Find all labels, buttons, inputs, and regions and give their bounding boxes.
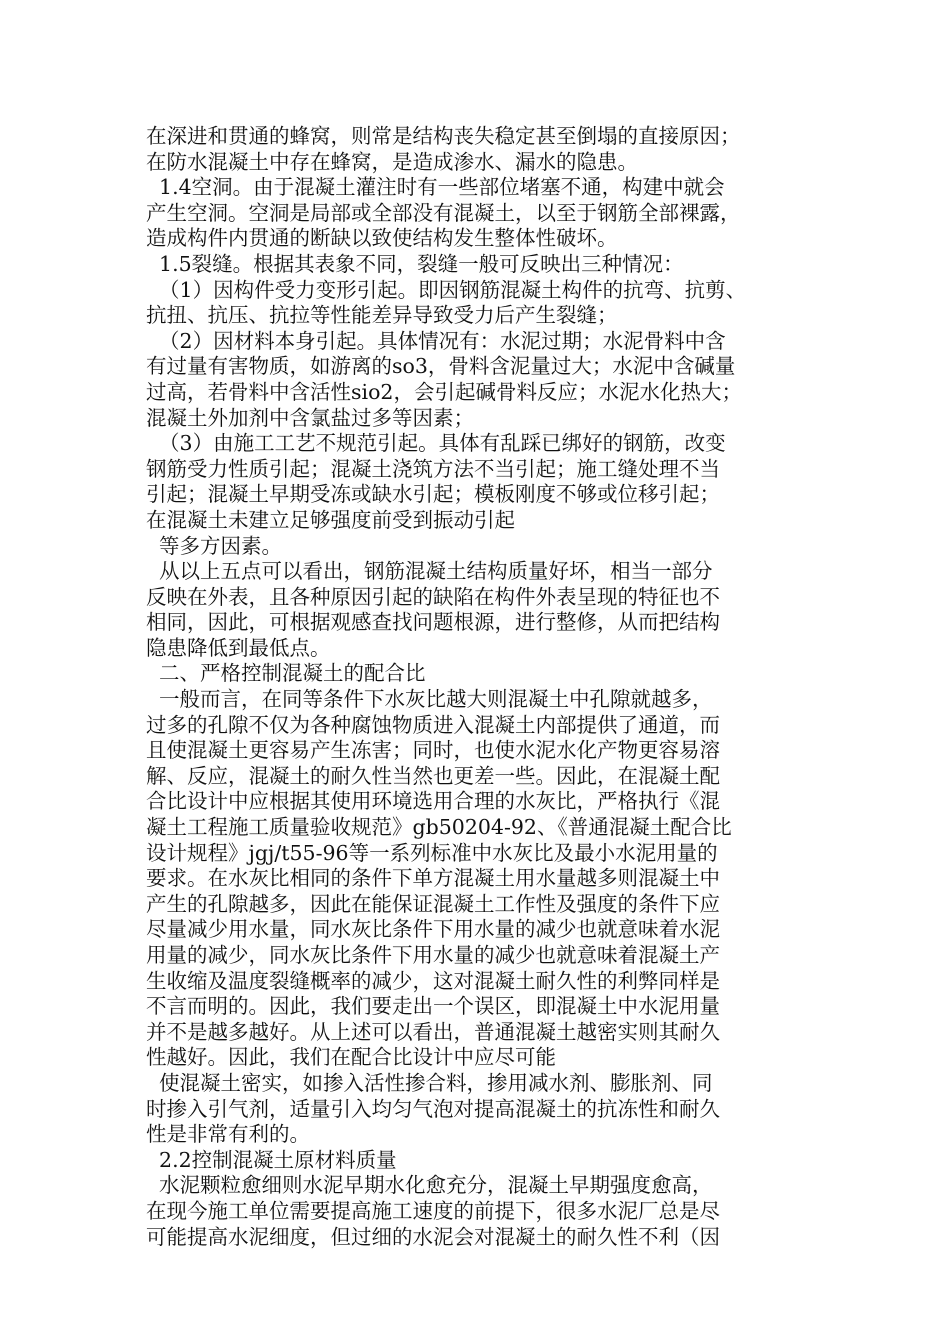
text-line: 并不是越多越好。从上述可以看出，普通混凝土越密实则其耐久 (146, 1019, 720, 1044)
document-body (146, 124, 806, 1250)
text-line: 一般而言，在同等条件下水灰比越大则混凝土中孔隙就越多， (146, 687, 713, 712)
text-line: 时掺入引气剂，适量引入均匀气泡对提高混凝土的抗冻性和耐久 (146, 1096, 720, 1121)
text-line: 在现今施工单位需要提高施工速度的前提下，很多水泥厂总是尽 (146, 1198, 720, 1223)
text-line: 性越好。因此，我们在配合比设计中应尽可能 (146, 1045, 556, 1070)
text-line: 等多方因素。 (146, 533, 283, 558)
text-line: 设计规程》jgj/t55-96等一系列标准中水灰比及最小水泥用量的 (146, 840, 718, 865)
text-line: 钢筋受力性质引起；混凝土浇筑方法不当引起；施工缝处理不当 (146, 456, 720, 481)
section-heading: 二、严格控制混凝土的配合比 (146, 661, 426, 686)
text-line: 相同，因此，可根据观感查找问题根源，进行整修，从而把结构 (146, 610, 720, 635)
section-heading: 2.2控制混凝土原材料质量 (146, 1147, 397, 1172)
text-line: （3）由施工工艺不规范引起。具体有乱踩已绑好的钢筋，改变 (146, 431, 726, 456)
text-line: 过多的孔隙不仅为各种腐蚀物质进入混凝土内部提供了通道，而 (146, 712, 720, 737)
text-line: 在混凝土未建立足够强度前受到振动引起 (146, 507, 515, 532)
text-line: 引起；混凝土早期受冻或缺水引起；模板刚度不够或位移引起； (146, 482, 720, 507)
text-line: 反映在外表，且各种原因引起的缺陷在构件外表呈现的特征也不 (146, 584, 720, 609)
text-line: 在深进和贯通的蜂窝，则常是结构丧失稳定甚至倒塌的直接原因； (146, 124, 741, 148)
text-line: 1.4空洞。由于混凝土灌注时有一些部位堵塞不通，构建中就会 (146, 175, 725, 200)
text-line: 抗扭、抗压、抗拉等性能差异导致受力后产生裂缝； (146, 303, 618, 328)
text-line: 水泥颗粒愈细则水泥早期水化愈充分，混凝土早期强度愈高， (146, 1173, 713, 1198)
text-line: 尽量减少用水量，同水灰比条件下用水量的减少也就意味着水泥 (146, 917, 720, 942)
text-line: 且使混凝土更容易产生冻害；同时，也使水泥水化产物更容易溶 (146, 738, 720, 763)
text-line: 凝土工程施工质量验收规范》gb50204-92、《普通混凝土配合比 (146, 815, 732, 840)
text-line: 在防水混凝土中存在蜂窝，是造成渗水、漏水的隐患。 (146, 149, 638, 174)
text-line: 要求。在水灰比相同的条件下单方混凝土用水量越多则混凝土中 (146, 866, 720, 891)
text-line: 隐患降低到最低点。 (146, 635, 331, 660)
text-line: 混凝土外加剂中含氯盐过多等因素； (146, 405, 474, 430)
text-line: 1.5裂缝。根据其表象不同，裂缝一般可反映出三种情况： (146, 251, 684, 276)
text-line: 产生的孔隙越多，因此在能保证混凝土工作性及强度的条件下应 (146, 891, 720, 916)
text-line: 不言而明的。因此，我们要走出一个误区，即混凝土中水泥用量 (146, 994, 720, 1019)
text-line: 造成构件内贯通的断缺以致使结构发生整体性破坏。 (146, 226, 618, 251)
text-line: （2）因材料本身引起。具体情况有：水泥过期；水泥骨料中含 (146, 328, 726, 353)
text-line: 有过量有害物质，如游离的so3，骨料含泥量过大；水泥中含碱量 (146, 354, 736, 379)
text-line: 合比设计中应根据其使用环境选用合理的水灰比，严格执行《混 (146, 789, 720, 814)
text-line: 解、反应，混凝土的耐久性当然也更差一些。因此，在混凝土配 (146, 763, 720, 788)
text-line: 生收缩及温度裂缝概率的减少，这对混凝土耐久性的利弊同样是 (146, 968, 720, 993)
text-line: （1）因构件受力变形引起。即因钢筋混凝土构件的抗弯、抗剪、 (146, 277, 747, 302)
text-line: 可能提高水泥细度，但过细的水泥会对混凝土的耐久性不利（因 (146, 1224, 720, 1249)
text-line: 性是非常有利的。 (146, 1122, 310, 1147)
text-line: 从以上五点可以看出，钢筋混凝土结构质量好坏，相当一部分 (146, 559, 713, 584)
text-line: 用量的减少，同水灰比条件下用水量的减少也就意味着混凝土产 (146, 943, 720, 967)
text-line: 使混凝土密实，如掺入活性掺合料，掺用减水剂、膨胀剂、同 (146, 1070, 713, 1095)
text-line: 过高，若骨料中含活性sio2，会引起碱骨料反应；水泥水化热大； (146, 379, 742, 404)
text-line: 产生空洞。空洞是局部或全部没有混凝土，以至于钢筋全部裸露， (146, 200, 741, 225)
